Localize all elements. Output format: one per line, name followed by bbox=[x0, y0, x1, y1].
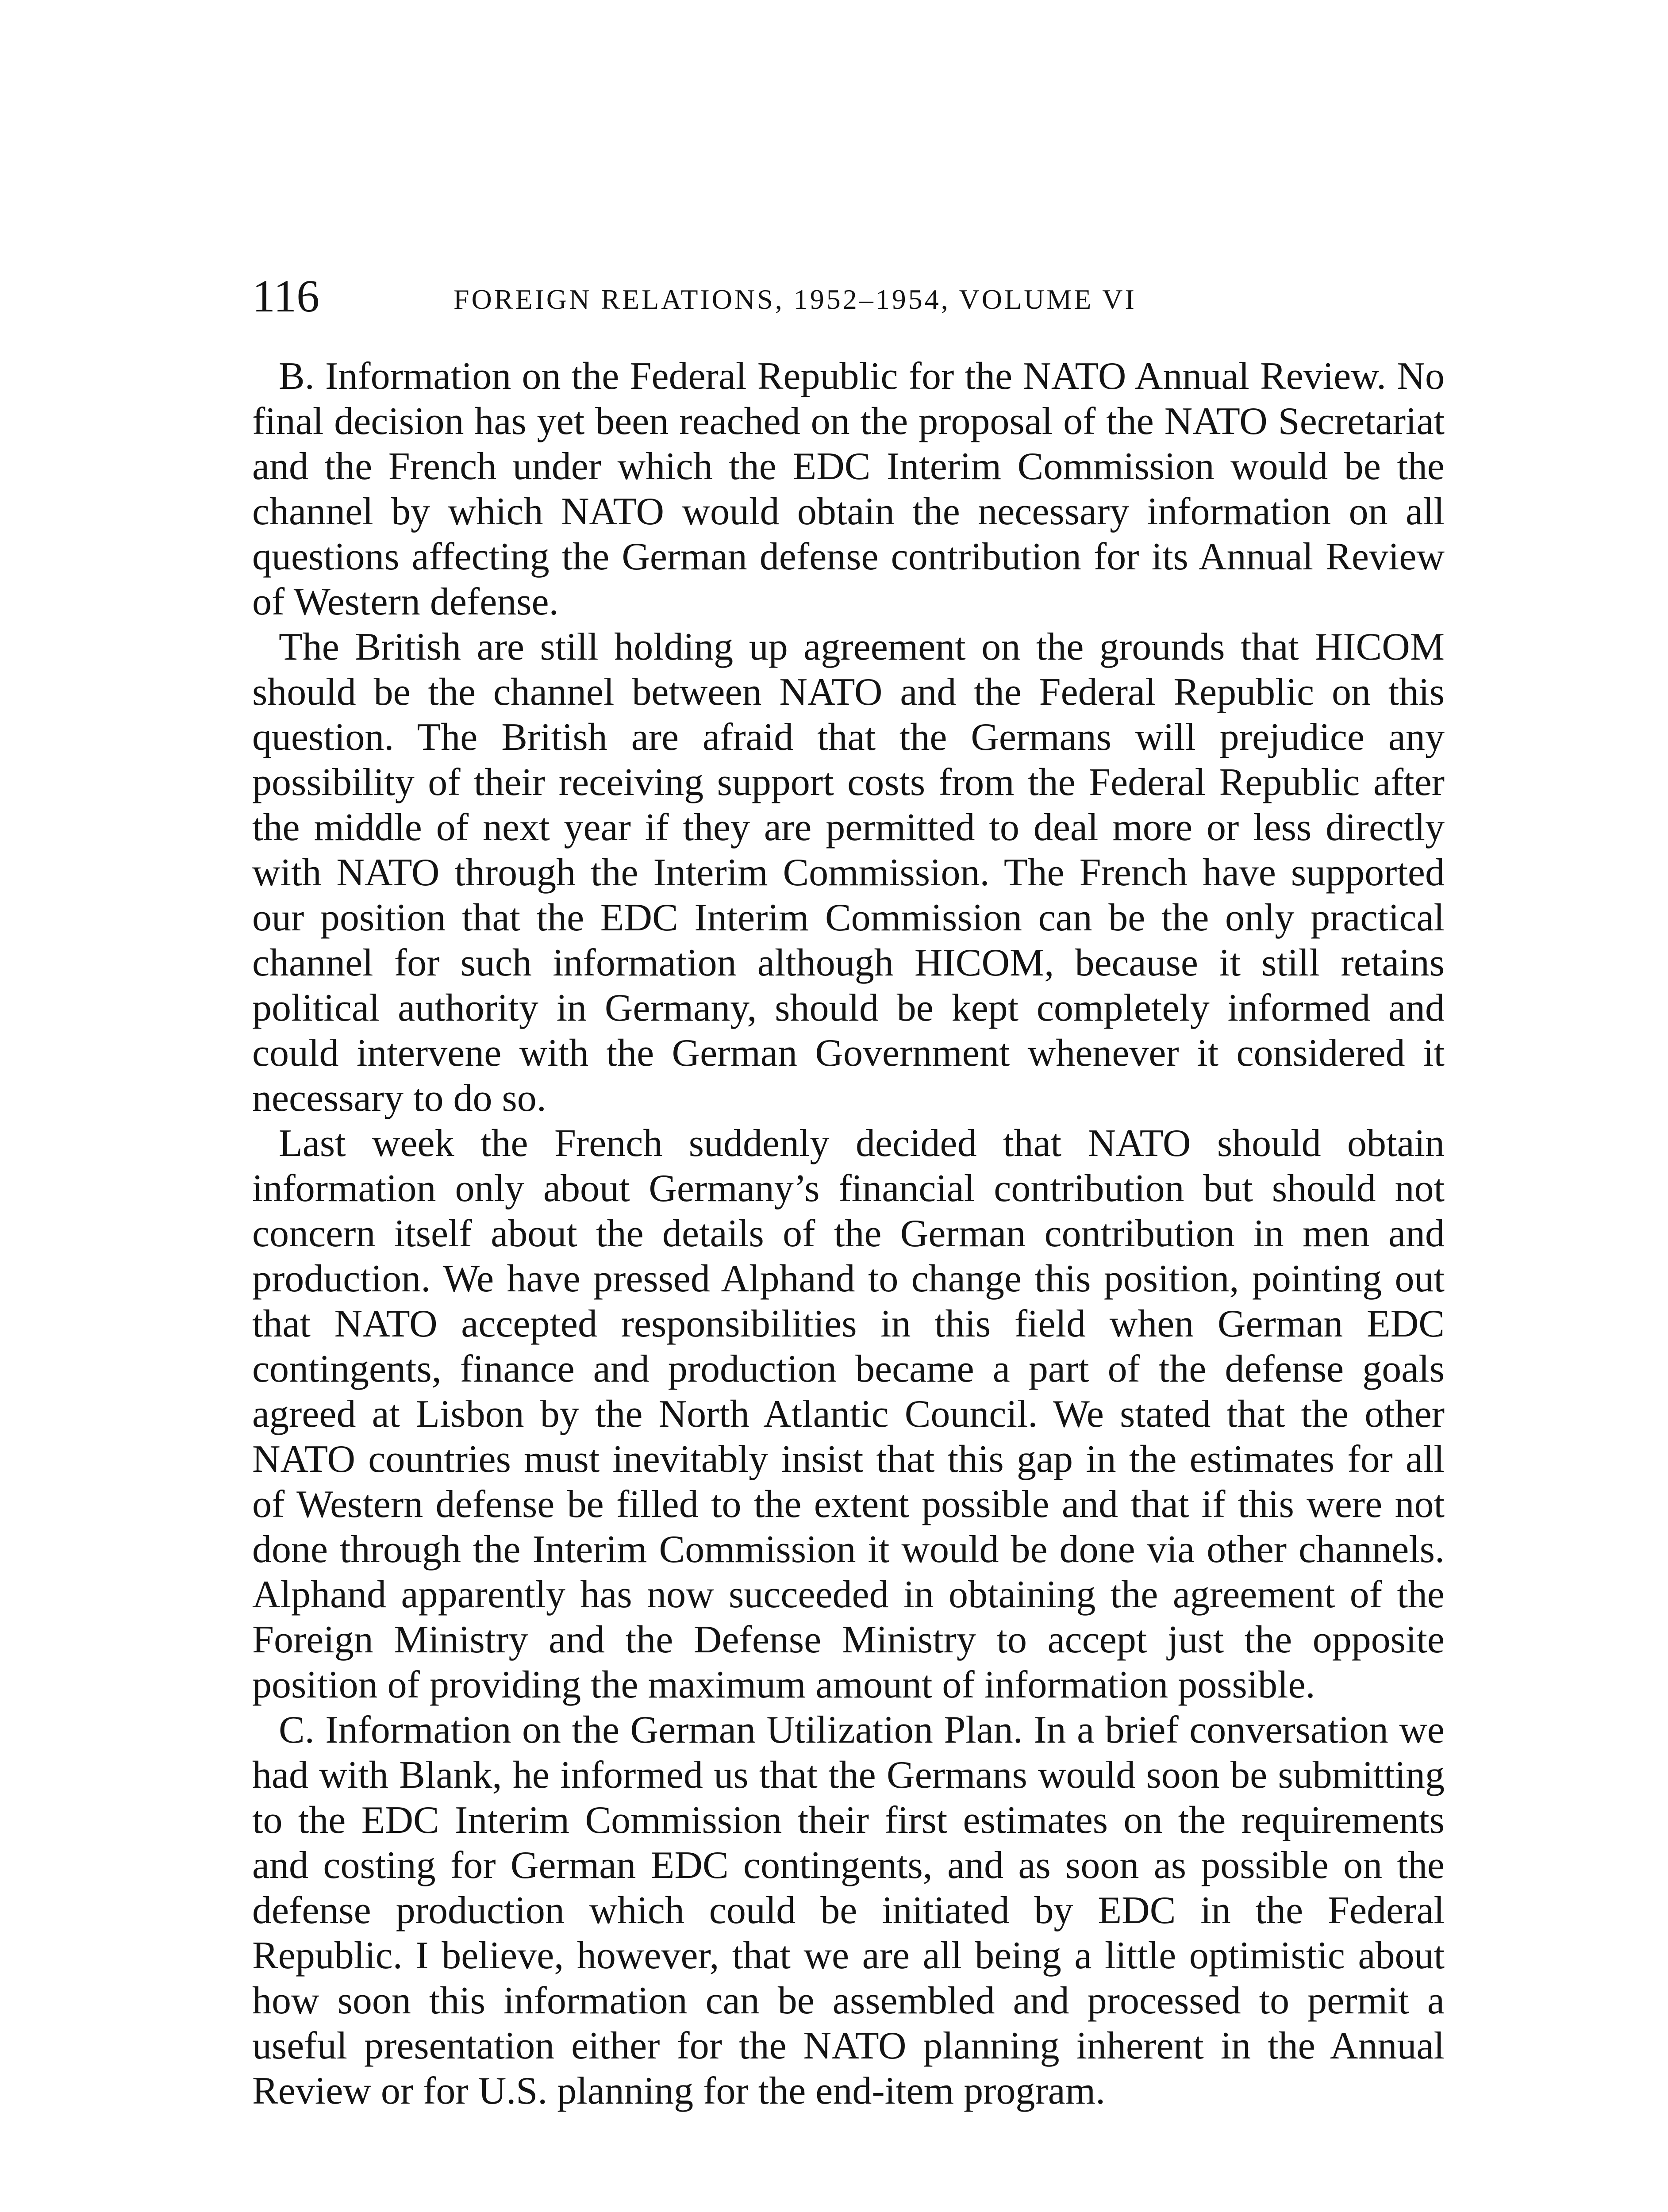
running-head bbox=[252, 270, 1447, 332]
paragraph-french-position: Last week the French suddenly decided that NATO should obtain information only about Germany’s financial contribution but should not concern itself about the details of the German contribution in men and production. We have pressed Alphand to change this position, pointing out that NATO accepted responsibilities in this field when German EDC contingents, finance and production became a part of the defense goals agreed at Lisbon by the North Atlantic Council. We stated that the other NATO countries must inevitably insist that this gap in the estimates for all of Western defense be filled to the extent possible and that if this were not done through the Interim Commission it would be done via other channels. Alphand apparently has now succeeded in obtaining the agreement of the Foreign Ministry and the Defense Ministry to accept just the opposite position of providing the maximum amount of information possible. bbox=[252, 1122, 1445, 1706]
paragraph-nato-annual-review: B. Information on the Federal Republic for the NATO Annual Review. No final decision has yet been reached on the proposal of the NATO Secretariat and the French under which the EDC Interim Commission would be the channel by which NATO would obtain the necessary information on all questions affecting the German defense contribution for its Annual Review of Western defense. bbox=[252, 355, 1445, 623]
body-text bbox=[252, 354, 1445, 2114]
page-number: 116 bbox=[252, 271, 320, 322]
running-title: FOREIGN RELATIONS, 1952–1954, VOLUME VI bbox=[454, 284, 1137, 315]
paragraph-utilization-plan: C. Information on the German Utilization Plan. In a brief conversation we had with Blank, he informed us that the Germans would soon be submitting to the EDC Interim Commission their first estimates on the requirements and costing for German EDC contingents, and as soon as possible on the defense production which could be initiated by EDC in the Federal Republic. I believe, however, that we are all being a little optimistic about how soon this information can be assembled and processed to permit a useful presentation either for the NATO planning inherent in the Annual Review or for U.S. planning for the end-item program. bbox=[252, 1709, 1445, 2112]
paragraph-british-position: The British are still holding up agreement on the grounds that HICOM should be the channel between NATO and the Federal Republic on this question. The British are afraid that the Germans will prejudice any possibility of their receiving support costs from the Federal Republic after the middle of next year if they are permitted to deal more or less directly with NATO through the Interim Commission. The French have supported our position that the EDC Interim Commission can be the only practical channel for such information although HICOM, because it still retains political authority in Germany, should be kept completely informed and could intervene with the German Government whenever it considered it necessary to do so. bbox=[252, 626, 1445, 1120]
